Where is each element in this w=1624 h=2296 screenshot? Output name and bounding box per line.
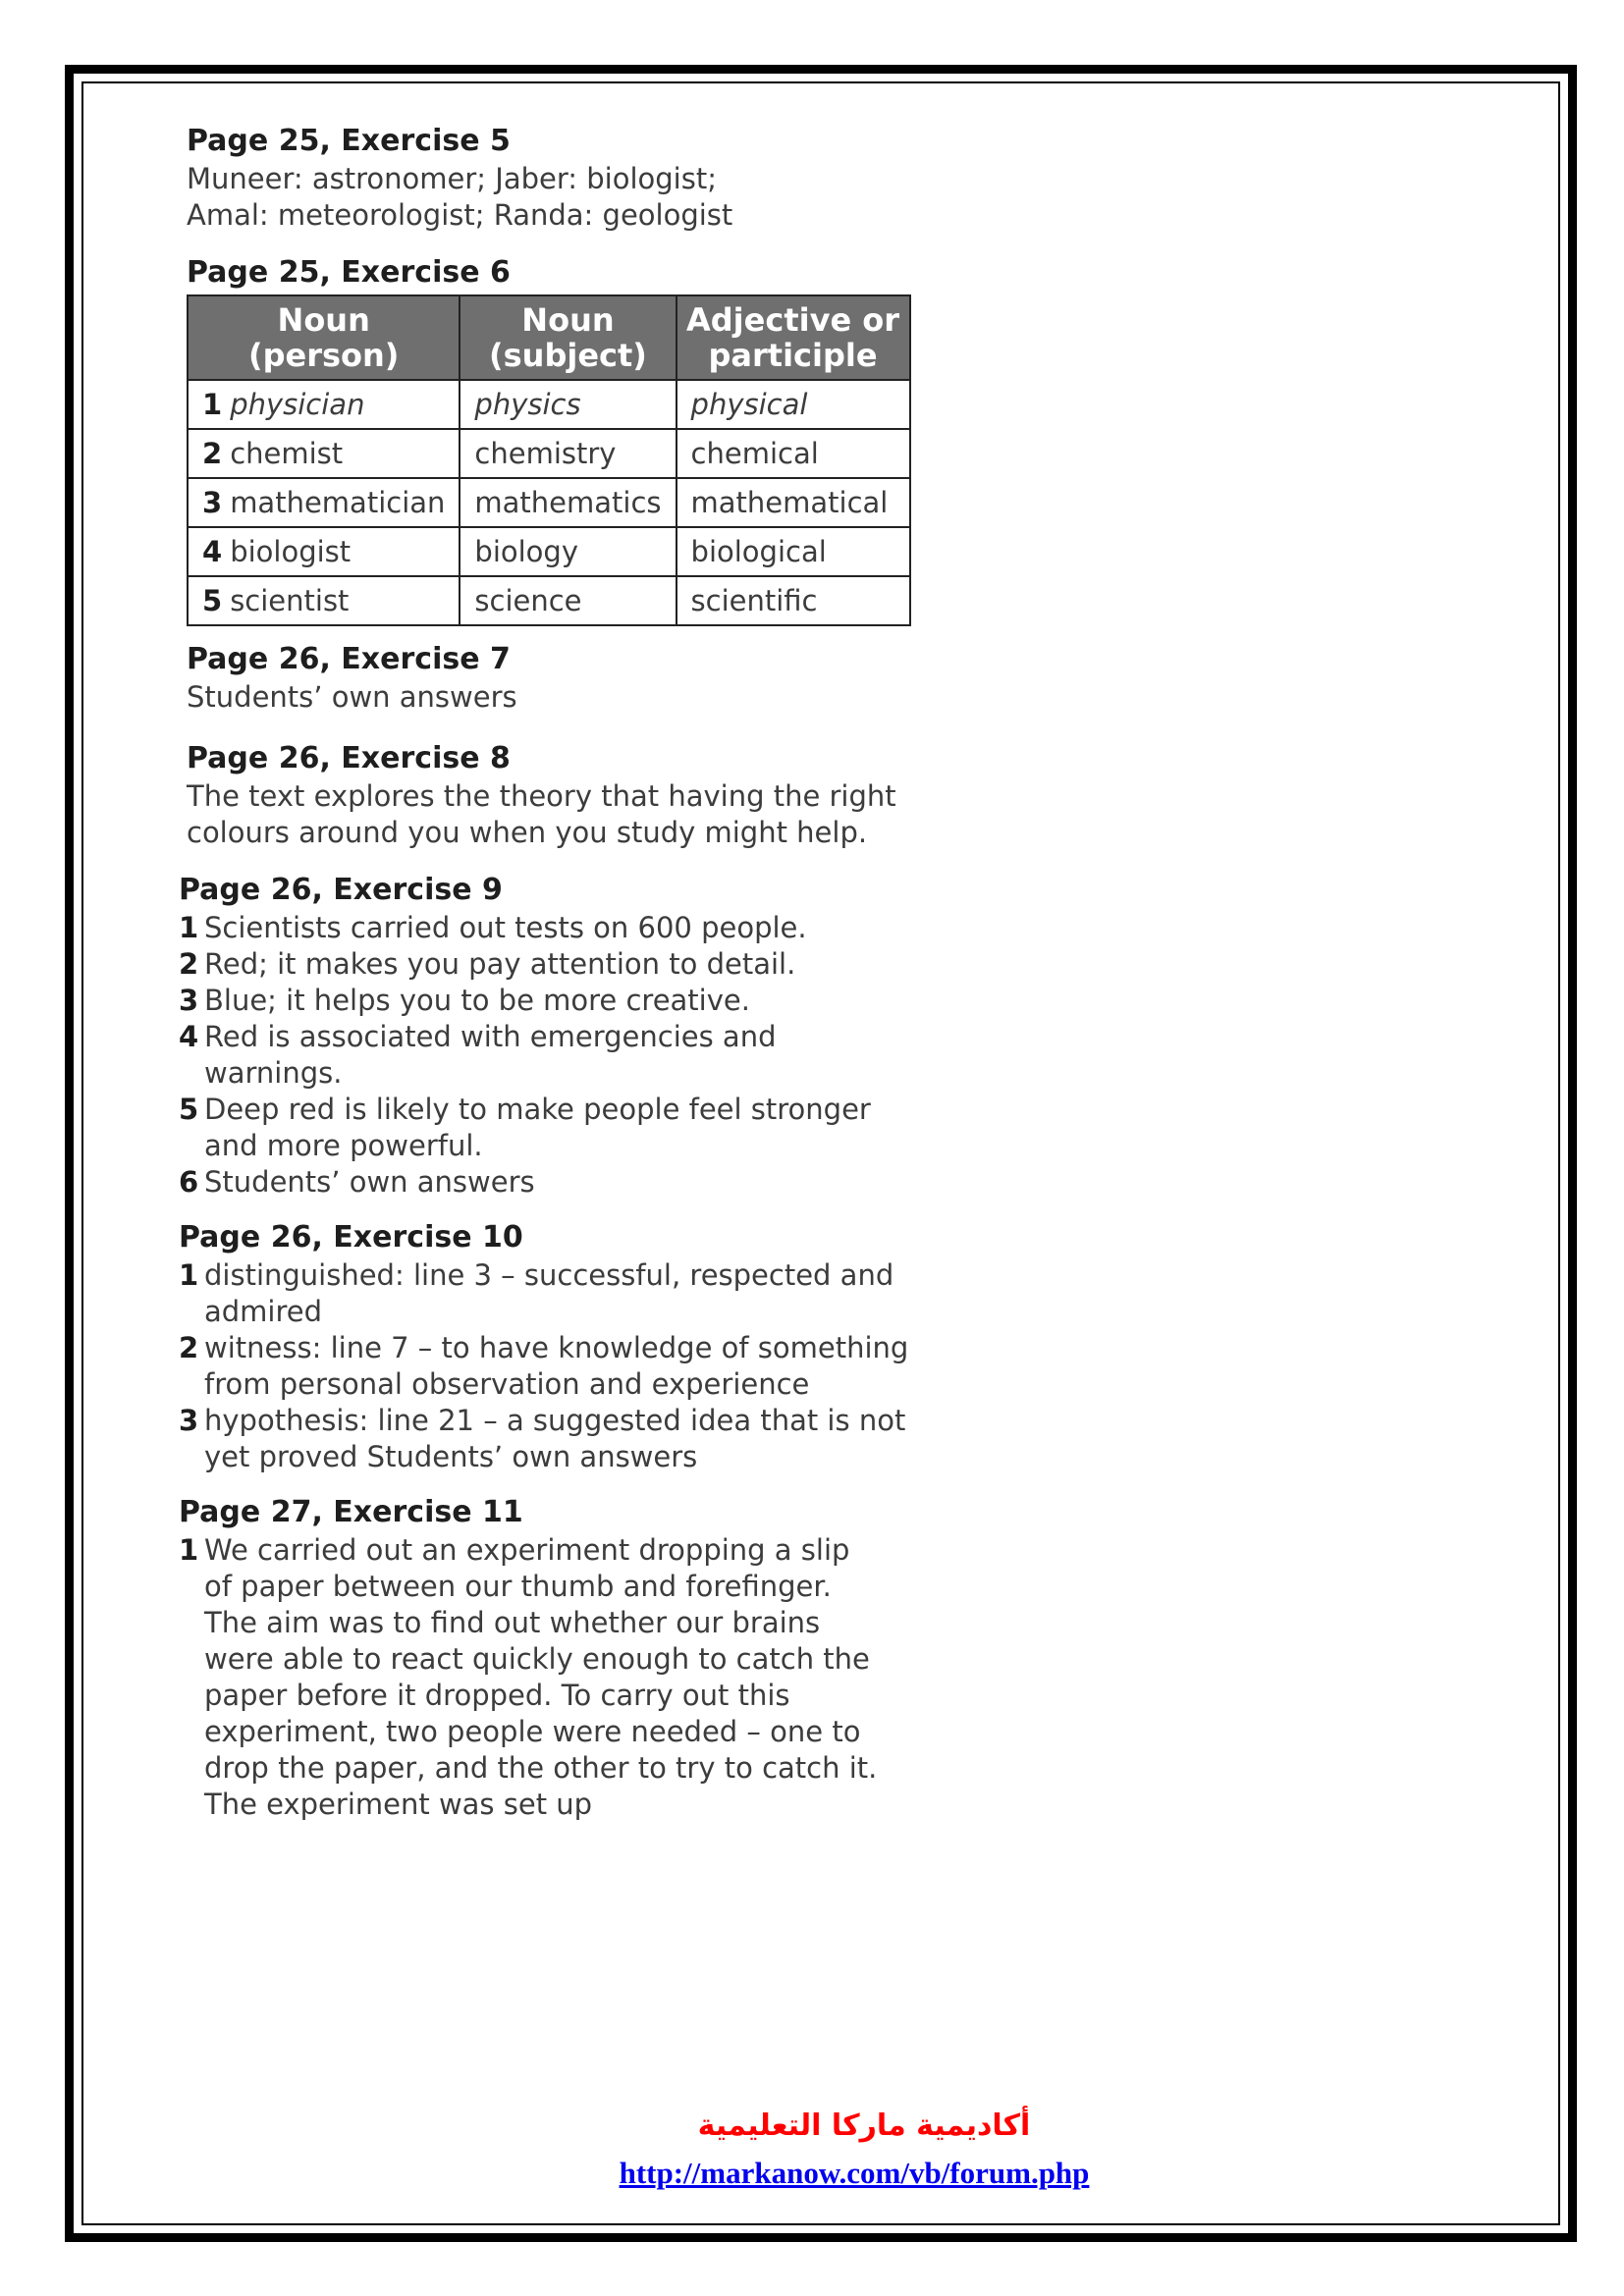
list-item: 1 Scientists carried out tests on 600 people. (179, 911, 807, 944)
cell-subject: chemistry (460, 429, 676, 478)
table-row (188, 380, 910, 429)
exercise-ref: Exercise 6 (341, 255, 511, 290)
list-item: 3 Blue; it helps you to be more creative. (179, 984, 750, 1017)
list-item: 4 Red is associated with emergencies and warnings. (179, 1020, 777, 1090)
list-item: 1 We carried out an experiment dropping a slip of paper between our thumb and forefinger. The aim was to find out whether our brains were able to react quickly enough to catch the paper before it dropped. To carry out this experiment, two people were needed – one to drop the paper, and the other to try to catch it. The experiment was set up (179, 1533, 878, 1821)
answer-list (179, 910, 886, 1201)
section-heading (179, 1218, 910, 1257)
section-heading (187, 739, 943, 778)
footer-forum-link[interactable]: http://markanow.com/vb/forum.php (619, 2156, 1090, 2190)
section-heading (179, 1493, 886, 1532)
cell-subject: mathematics (460, 478, 676, 527)
exercise-ref: Exercise 9 (333, 873, 503, 907)
table-row (188, 576, 910, 625)
column-header-noun-person: Noun (person) (188, 295, 460, 380)
exercise-ref: Exercise 7 (341, 642, 511, 676)
section-exercise-9 (179, 871, 886, 1201)
table-row (188, 527, 910, 576)
list-item: 2 Red; it makes you pay attention to detail. (179, 947, 796, 981)
column-header-noun-subject: Noun (subject) (460, 295, 676, 380)
page-ref: Page 26, (187, 741, 331, 775)
list-item: 6 Students’ own answers (179, 1165, 535, 1199)
exercise-ref: Exercise 5 (341, 124, 511, 158)
list-item: 1 distinguished: line 3 – successful, respected and admired (179, 1258, 894, 1328)
footer-academy-name: أكاديمية ماركا التعليمية (697, 2109, 1031, 2143)
section-heading (187, 640, 943, 679)
answer-line: Amal: meteorologist; Randa: geologist (187, 198, 733, 232)
answer-line: Students’ own answers (187, 680, 517, 714)
cell-adjective: biological (677, 527, 910, 576)
cell-person: 4 biologist (188, 527, 460, 576)
page-ref: Page 27, (179, 1495, 323, 1529)
page-ref: Page 25, (187, 255, 331, 290)
exercise-ref: Exercise 8 (341, 741, 511, 775)
list-item: 5 Deep red is likely to make people feel stronger and more powerful. (179, 1093, 871, 1162)
cell-subject: physics (460, 380, 676, 429)
answer-line: The text explores the theory that having the right (187, 779, 896, 813)
cell-adjective: chemical (677, 429, 910, 478)
table-row (188, 429, 910, 478)
exercise-ref: Exercise 11 (333, 1495, 523, 1529)
section-heading (187, 122, 943, 161)
page-ref: Page 26, (187, 642, 331, 676)
exercise-ref: Exercise 10 (333, 1220, 523, 1255)
word-forms-table (187, 294, 911, 626)
answer-list (179, 1532, 886, 1823)
page-ref: Page 25, (187, 124, 331, 158)
table-row (188, 478, 910, 527)
page-ref: Page 26, (179, 873, 323, 907)
section-exercise-6 (187, 253, 943, 626)
cell-person: 2 chemist (188, 429, 460, 478)
section-exercise-11 (179, 1493, 886, 1823)
answer-list (179, 1257, 910, 1475)
cell-adjective: scientific (677, 576, 910, 625)
cell-person: 1 physician (188, 380, 460, 429)
cell-adjective: mathematical (677, 478, 910, 527)
answer-key-content (179, 122, 943, 1823)
section-exercise-7 (187, 640, 943, 716)
table-header-row (188, 295, 910, 380)
section-exercise-5 (187, 122, 943, 234)
cell-adjective: physical (677, 380, 910, 429)
page-ref: Page 26, (179, 1220, 323, 1255)
cell-subject: science (460, 576, 676, 625)
section-exercise-10 (179, 1218, 910, 1475)
answer-line: Muneer: astronomer; Jaber: biologist; (187, 162, 717, 195)
section-heading (187, 253, 943, 293)
column-header-adjective: Adjective or participle (677, 295, 910, 380)
cell-person: 3 mathematician (188, 478, 460, 527)
section-exercise-8 (187, 739, 943, 851)
section-heading (179, 871, 886, 910)
answer-line: colours around you when you study might help. (187, 816, 868, 849)
list-item: 2 witness: line 7 – to have knowledge of something from personal observation and experience (179, 1331, 909, 1401)
cell-subject: biology (460, 527, 676, 576)
cell-person: 5 scientist (188, 576, 460, 625)
list-item: 3 hypothesis: line 21 – a suggested idea that is not yet proved Students’ own answers (179, 1404, 906, 1473)
